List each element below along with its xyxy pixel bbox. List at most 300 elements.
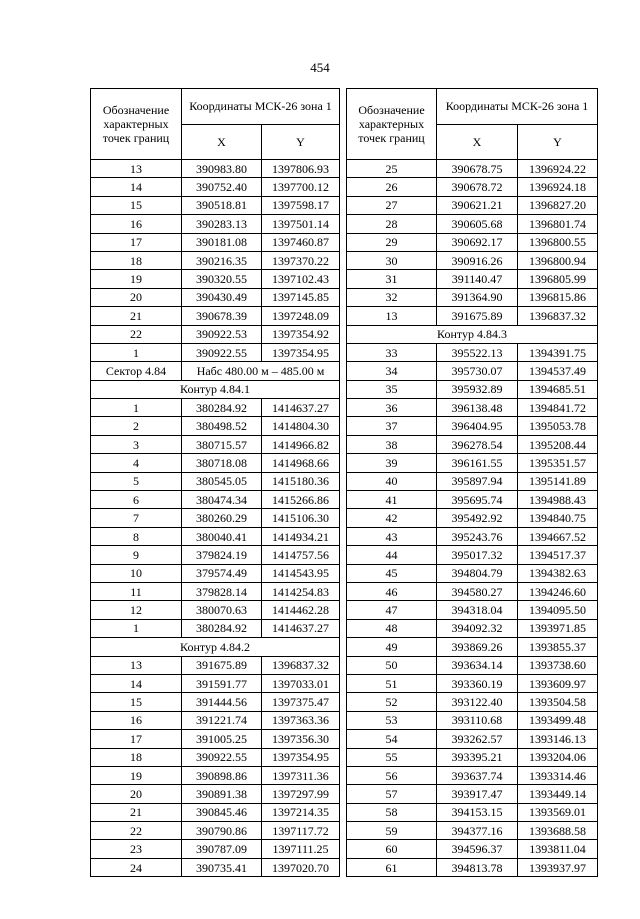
- header-coordinates: Координаты МСК-26 зона 1: [437, 89, 598, 125]
- y-cell: 1396827.20: [518, 196, 598, 214]
- table-row: [347, 435, 598, 453]
- point-cell: 53: [347, 711, 437, 729]
- y-cell: 1397145.85: [262, 288, 340, 306]
- contour-row: [91, 380, 340, 398]
- x-cell: 390916.26: [437, 251, 518, 269]
- header-x: X: [182, 124, 262, 160]
- table-row: [347, 527, 598, 545]
- table-row: [347, 454, 598, 472]
- y-cell: 1397501.14: [262, 215, 340, 233]
- y-cell: 1414804.30: [262, 417, 340, 435]
- y-cell: 1397354.95: [262, 748, 340, 766]
- table-row: [347, 601, 598, 619]
- y-cell: 1415106.30: [262, 509, 340, 527]
- table-row: [91, 858, 340, 876]
- contour-label: Контур 4.84.3: [347, 325, 598, 343]
- point-cell: 10: [91, 564, 182, 582]
- y-cell: 1393569.01: [518, 803, 598, 821]
- x-cell: 391591.77: [182, 674, 262, 692]
- table-row: [347, 656, 598, 674]
- y-cell: 1393499.48: [518, 711, 598, 729]
- x-cell: 395695.74: [437, 491, 518, 509]
- table-row: [91, 822, 340, 840]
- table-row: [347, 160, 598, 178]
- table-row: [91, 196, 340, 214]
- y-cell: 1397375.47: [262, 693, 340, 711]
- y-cell: 1415180.36: [262, 472, 340, 490]
- point-cell: 48: [347, 619, 437, 637]
- table-row: [91, 730, 340, 748]
- x-cell: 391675.89: [182, 656, 262, 674]
- table-row: [91, 619, 340, 637]
- y-cell: 1393146.13: [518, 730, 598, 748]
- point-cell: 9: [91, 546, 182, 564]
- point-cell: 46: [347, 582, 437, 600]
- table-row: [347, 215, 598, 233]
- point-cell: 18: [91, 748, 182, 766]
- table-row: [347, 785, 598, 803]
- x-cell: 390678.39: [182, 307, 262, 325]
- x-cell: 394092.32: [437, 619, 518, 637]
- y-cell: 1393738.60: [518, 656, 598, 674]
- header-y: Y: [518, 124, 598, 160]
- x-cell: 390898.86: [182, 766, 262, 784]
- x-cell: 394580.27: [437, 582, 518, 600]
- table-row: [91, 307, 340, 325]
- point-cell: 24: [91, 858, 182, 876]
- table-row: [347, 638, 598, 656]
- table-row: [91, 803, 340, 821]
- table-row: [347, 362, 598, 380]
- x-cell: 390181.08: [182, 233, 262, 251]
- point-cell: 3: [91, 435, 182, 453]
- table-row: [91, 454, 340, 472]
- table-row: [347, 564, 598, 582]
- point-cell: 1: [91, 399, 182, 417]
- x-cell: 396138.48: [437, 399, 518, 417]
- x-cell: 396404.95: [437, 417, 518, 435]
- x-cell: 391221.74: [182, 711, 262, 729]
- table-row: [347, 840, 598, 858]
- point-cell: 51: [347, 674, 437, 692]
- y-cell: 1414757.56: [262, 546, 340, 564]
- header-coordinates: Координаты МСК-26 зона 1: [182, 89, 340, 125]
- x-cell: 390790.86: [182, 822, 262, 840]
- point-cell: 49: [347, 638, 437, 656]
- point-cell: 40: [347, 472, 437, 490]
- point-cell: 35: [347, 380, 437, 398]
- sector-row: [91, 362, 340, 380]
- header-y: Y: [262, 124, 340, 160]
- table-row: [347, 730, 598, 748]
- point-cell: 32: [347, 288, 437, 306]
- table-row: [347, 693, 598, 711]
- table-row: [91, 564, 340, 582]
- x-cell: 390891.38: [182, 785, 262, 803]
- point-cell: 22: [91, 822, 182, 840]
- x-cell: 393110.68: [437, 711, 518, 729]
- table-row: [91, 693, 340, 711]
- table-row: [91, 417, 340, 435]
- x-cell: 390320.55: [182, 270, 262, 288]
- x-cell: 393869.26: [437, 638, 518, 656]
- x-cell: 390430.49: [182, 288, 262, 306]
- y-cell: 1396924.22: [518, 160, 598, 178]
- contour-label: Контур 4.84.1: [91, 380, 340, 398]
- x-cell: 391140.47: [437, 270, 518, 288]
- point-cell: 61: [347, 858, 437, 876]
- x-cell: 395522.13: [437, 343, 518, 361]
- y-cell: 1414966.82: [262, 435, 340, 453]
- header-x: X: [437, 124, 518, 160]
- table-row: [91, 656, 340, 674]
- table-row: [347, 417, 598, 435]
- y-cell: 1397020.70: [262, 858, 340, 876]
- table-row: [91, 601, 340, 619]
- y-cell: 1394988.43: [518, 491, 598, 509]
- contour-row: [347, 325, 598, 343]
- y-cell: 1394095.50: [518, 601, 598, 619]
- point-cell: 12: [91, 601, 182, 619]
- contour-label: Контур 4.84.2: [91, 638, 340, 656]
- x-cell: 395897.94: [437, 472, 518, 490]
- point-cell: 26: [347, 178, 437, 196]
- y-cell: 1414934.21: [262, 527, 340, 545]
- table-row: [91, 491, 340, 509]
- point-cell: 60: [347, 840, 437, 858]
- x-cell: 390922.53: [182, 325, 262, 343]
- point-cell: 56: [347, 766, 437, 784]
- table-row: [347, 546, 598, 564]
- y-cell: 1397806.93: [262, 160, 340, 178]
- x-cell: 394804.79: [437, 564, 518, 582]
- y-cell: 1397311.36: [262, 766, 340, 784]
- table-row: [347, 307, 598, 325]
- contour-row: [91, 638, 340, 656]
- point-cell: 38: [347, 435, 437, 453]
- x-cell: 393262.57: [437, 730, 518, 748]
- x-cell: 394153.15: [437, 803, 518, 821]
- point-cell: 55: [347, 748, 437, 766]
- table-row: [347, 472, 598, 490]
- y-cell: 1394840.75: [518, 509, 598, 527]
- table-row: [91, 215, 340, 233]
- point-cell: 8: [91, 527, 182, 545]
- point-cell: 36: [347, 399, 437, 417]
- y-cell: 1393314.46: [518, 766, 598, 784]
- table-row: [347, 858, 598, 876]
- y-cell: 1393855.37: [518, 638, 598, 656]
- point-cell: 23: [91, 840, 182, 858]
- table-row: [347, 196, 598, 214]
- y-cell: 1397356.30: [262, 730, 340, 748]
- x-cell: 396278.54: [437, 435, 518, 453]
- x-cell: 380474.34: [182, 491, 262, 509]
- x-cell: 391444.56: [182, 693, 262, 711]
- table-row: [91, 509, 340, 527]
- point-cell: 17: [91, 233, 182, 251]
- table-row: [91, 160, 340, 178]
- table-row: [91, 840, 340, 858]
- point-cell: 25: [347, 160, 437, 178]
- x-cell: 380260.29: [182, 509, 262, 527]
- page-number: 454: [310, 60, 330, 75]
- table-row: [347, 619, 598, 637]
- point-cell: 57: [347, 785, 437, 803]
- x-cell: 395243.76: [437, 527, 518, 545]
- x-cell: 393360.19: [437, 674, 518, 692]
- x-cell: 380284.92: [182, 619, 262, 637]
- point-cell: 21: [91, 803, 182, 821]
- y-cell: 1394517.37: [518, 546, 598, 564]
- point-cell: 5: [91, 472, 182, 490]
- x-cell: 390922.55: [182, 748, 262, 766]
- table-row: [91, 233, 340, 251]
- table-row: [347, 380, 598, 398]
- y-cell: 1393688.58: [518, 822, 598, 840]
- y-cell: 1394391.75: [518, 343, 598, 361]
- point-cell: 4: [91, 454, 182, 472]
- header-point-designation: Обозначение характерных точек границ: [91, 89, 182, 160]
- point-cell: 2: [91, 417, 182, 435]
- x-cell: 394596.37: [437, 840, 518, 858]
- y-cell: 1393971.85: [518, 619, 598, 637]
- x-cell: 390983.80: [182, 160, 262, 178]
- point-cell: 58: [347, 803, 437, 821]
- x-cell: 395932.89: [437, 380, 518, 398]
- header-point-designation: Обозначение характерных точек границ: [347, 89, 437, 160]
- x-cell: 380498.52: [182, 417, 262, 435]
- y-cell: 1396924.18: [518, 178, 598, 196]
- table-row: [347, 178, 598, 196]
- y-cell: 1396805.99: [518, 270, 598, 288]
- x-cell: 391675.89: [437, 307, 518, 325]
- y-cell: 1397363.36: [262, 711, 340, 729]
- y-cell: 1395053.78: [518, 417, 598, 435]
- point-cell: 29: [347, 233, 437, 251]
- table-row: [347, 270, 598, 288]
- y-cell: 1414637.27: [262, 619, 340, 637]
- x-cell: 394318.04: [437, 601, 518, 619]
- x-cell: 390621.21: [437, 196, 518, 214]
- x-cell: 390605.68: [437, 215, 518, 233]
- y-cell: 1415266.86: [262, 491, 340, 509]
- x-cell: 380040.41: [182, 527, 262, 545]
- y-cell: 1395141.89: [518, 472, 598, 490]
- point-cell: 7: [91, 509, 182, 527]
- point-cell: 21: [91, 307, 182, 325]
- y-cell: 1397598.17: [262, 196, 340, 214]
- x-cell: 390735.41: [182, 858, 262, 876]
- x-cell: 393917.47: [437, 785, 518, 803]
- point-cell: 20: [91, 288, 182, 306]
- x-cell: 395017.32: [437, 546, 518, 564]
- point-cell: 43: [347, 527, 437, 545]
- table-row: [347, 233, 598, 251]
- point-cell: 14: [91, 178, 182, 196]
- table-row: [91, 251, 340, 269]
- point-cell: 14: [91, 674, 182, 692]
- table-row: [91, 582, 340, 600]
- point-cell: 34: [347, 362, 437, 380]
- table-row: [91, 399, 340, 417]
- table-row: [91, 435, 340, 453]
- table-row: [91, 270, 340, 288]
- x-cell: 380718.08: [182, 454, 262, 472]
- x-cell: 393122.40: [437, 693, 518, 711]
- y-cell: 1394537.49: [518, 362, 598, 380]
- point-cell: 27: [347, 196, 437, 214]
- y-cell: 1393937.97: [518, 858, 598, 876]
- y-cell: 1394685.51: [518, 380, 598, 398]
- point-cell: 59: [347, 822, 437, 840]
- table-row: [91, 472, 340, 490]
- point-cell: 20: [91, 785, 182, 803]
- y-cell: 1397460.87: [262, 233, 340, 251]
- y-cell: 1397111.25: [262, 840, 340, 858]
- table-row: [347, 491, 598, 509]
- x-cell: 396161.55: [437, 454, 518, 472]
- point-cell: 50: [347, 656, 437, 674]
- table-row: [91, 178, 340, 196]
- x-cell: 390922.55: [182, 343, 262, 361]
- x-cell: 393634.14: [437, 656, 518, 674]
- x-cell: 379828.14: [182, 582, 262, 600]
- x-cell: 395730.07: [437, 362, 518, 380]
- table-row: [347, 399, 598, 417]
- point-cell: 13: [91, 160, 182, 178]
- x-cell: 390752.40: [182, 178, 262, 196]
- point-cell: 13: [91, 656, 182, 674]
- x-cell: 390678.72: [437, 178, 518, 196]
- y-cell: 1393204.06: [518, 748, 598, 766]
- y-cell: 1395351.57: [518, 454, 598, 472]
- x-cell: 390216.35: [182, 251, 262, 269]
- y-cell: 1395208.44: [518, 435, 598, 453]
- point-cell: 15: [91, 693, 182, 711]
- x-cell: 379824.19: [182, 546, 262, 564]
- point-cell: 37: [347, 417, 437, 435]
- table-row: [91, 343, 340, 361]
- point-cell: 16: [91, 711, 182, 729]
- sector-label: Сектор 4.84: [91, 362, 182, 380]
- x-cell: 391364.90: [437, 288, 518, 306]
- point-cell: 11: [91, 582, 182, 600]
- table-row: [347, 822, 598, 840]
- x-cell: 393395.21: [437, 748, 518, 766]
- x-cell: 390283.13: [182, 215, 262, 233]
- x-cell: 380545.05: [182, 472, 262, 490]
- y-cell: 1397117.72: [262, 822, 340, 840]
- point-cell: 52: [347, 693, 437, 711]
- y-cell: 1414968.66: [262, 454, 340, 472]
- table-row: [347, 251, 598, 269]
- point-cell: 19: [91, 766, 182, 784]
- table-row: [347, 582, 598, 600]
- point-cell: 18: [91, 251, 182, 269]
- y-cell: 1394246.60: [518, 582, 598, 600]
- table-row: [91, 748, 340, 766]
- point-cell: 30: [347, 251, 437, 269]
- table-row: [91, 674, 340, 692]
- point-cell: 15: [91, 196, 182, 214]
- y-cell: 1414254.83: [262, 582, 340, 600]
- x-cell: 380284.92: [182, 399, 262, 417]
- point-cell: 28: [347, 215, 437, 233]
- x-cell: 390678.75: [437, 160, 518, 178]
- x-cell: 394377.16: [437, 822, 518, 840]
- x-cell: 380715.57: [182, 435, 262, 453]
- point-cell: 41: [347, 491, 437, 509]
- point-cell: 6: [91, 491, 182, 509]
- x-cell: 394813.78: [437, 858, 518, 876]
- table-row: [347, 509, 598, 527]
- table-row: [347, 803, 598, 821]
- x-cell: 393637.74: [437, 766, 518, 784]
- point-cell: 33: [347, 343, 437, 361]
- y-cell: 1394382.63: [518, 564, 598, 582]
- coordinates-table-right: [346, 88, 598, 877]
- y-cell: 1397214.35: [262, 803, 340, 821]
- table-row: [91, 288, 340, 306]
- point-cell: 47: [347, 601, 437, 619]
- y-cell: 1393449.14: [518, 785, 598, 803]
- y-cell: 1397354.92: [262, 325, 340, 343]
- y-cell: 1393811.04: [518, 840, 598, 858]
- x-cell: 390845.46: [182, 803, 262, 821]
- sector-altitude: Набс 480.00 м – 485.00 м: [182, 362, 340, 380]
- point-cell: 17: [91, 730, 182, 748]
- point-cell: 44: [347, 546, 437, 564]
- point-cell: 39: [347, 454, 437, 472]
- point-cell: 42: [347, 509, 437, 527]
- table-row: [91, 527, 340, 545]
- table-row: [91, 546, 340, 564]
- x-cell: 391005.25: [182, 730, 262, 748]
- table-row: [347, 748, 598, 766]
- y-cell: 1396800.94: [518, 251, 598, 269]
- y-cell: 1397354.95: [262, 343, 340, 361]
- y-cell: 1396800.55: [518, 233, 598, 251]
- table-row: [91, 325, 340, 343]
- table-row: [347, 711, 598, 729]
- point-cell: 1: [91, 619, 182, 637]
- x-cell: 390692.17: [437, 233, 518, 251]
- y-cell: 1394841.72: [518, 399, 598, 417]
- table-row: [347, 288, 598, 306]
- y-cell: 1396837.32: [262, 656, 340, 674]
- y-cell: 1397297.99: [262, 785, 340, 803]
- x-cell: 390518.81: [182, 196, 262, 214]
- y-cell: 1397700.12: [262, 178, 340, 196]
- point-cell: 31: [347, 270, 437, 288]
- point-cell: 13: [347, 307, 437, 325]
- point-cell: 1: [91, 343, 182, 361]
- x-cell: 390787.09: [182, 840, 262, 858]
- y-cell: 1396837.32: [518, 307, 598, 325]
- table-row: [347, 674, 598, 692]
- y-cell: 1393609.97: [518, 674, 598, 692]
- y-cell: 1393504.58: [518, 693, 598, 711]
- y-cell: 1414543.95: [262, 564, 340, 582]
- y-cell: 1397370.22: [262, 251, 340, 269]
- point-cell: 19: [91, 270, 182, 288]
- table-row: [91, 711, 340, 729]
- point-cell: 54: [347, 730, 437, 748]
- table-row: [347, 766, 598, 784]
- y-cell: 1414637.27: [262, 399, 340, 417]
- x-cell: 379574.49: [182, 564, 262, 582]
